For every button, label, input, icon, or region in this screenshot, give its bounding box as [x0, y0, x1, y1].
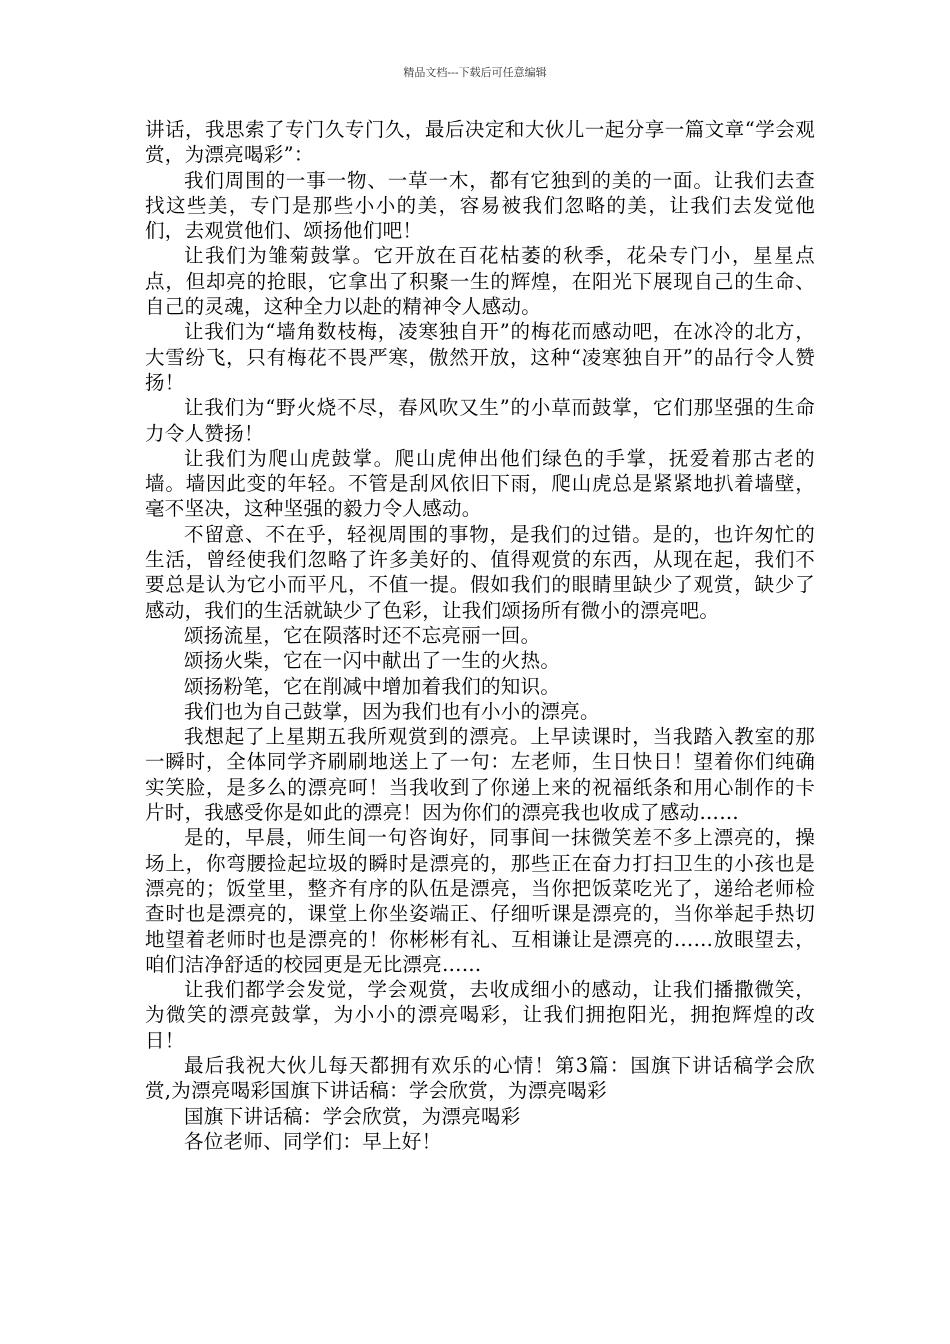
paragraph: 让我们为雏菊鼓掌。它开放在百花枯萎的秋季，花朵专门小，星星点点，但却亮的抢眼，它拿出了积聚一生的辉煌，在阳光下展现自己的生命、自己的灵魂，这种全力以赴的精神令人感动。 [145, 244, 815, 319]
document-body [145, 117, 815, 1154]
paragraph: 各位老师、同学们：早上好！ [184, 1129, 442, 1153]
paragraph: 国旗下讲话稿：学会欣赏，为漂亮喝彩 [184, 1104, 521, 1128]
paragraph: 颂扬流星，它在陨落时还不忘亮丽一回。 [184, 623, 541, 647]
paragraph: 最后我祝大伙儿每天都拥有欢乐的心情！第3篇：国旗下讲话稿学会欣赏,为漂亮喝彩国旗下讲话稿：学会欣赏，为漂亮喝彩 [145, 1053, 815, 1103]
paragraph: 让我们为“墙角数枝梅，凌寒独自开”的梅花而感动吧，在冰冷的北方，大雪纷飞，只有梅花不畏严寒，傲然开放，这种“凌寒独自开”的品行令人赞扬！ [145, 320, 815, 394]
paragraph: 颂扬粉笔，它在削减中增加着我们的知识。 [184, 674, 561, 698]
paragraph: 让我们为爬山虎鼓掌。爬山虎伸出他们绿色的手掌，抚爱着那古老的墙。墙因此变的年轻。不管是刮风依旧下雨，爬山虎总是紧紧地扒着墙壁，毫不坚决，这种坚强的毅力令人感动。 [145, 446, 815, 521]
paragraph: 我想起了上星期五我所观赏到的漂亮。上早读课时，当我踏入教室的那一瞬时，全体同学齐刷刷地送上了一句：左老师，生日快日！望着你们纯确实笑脸，是多么的漂亮呵！当我收到了你递上来的祝福纸条和用心制作的卡片时，我感受你是如此的漂亮！因为你们的漂亮我也收成了感动…… [145, 725, 815, 825]
paragraph: 讲话，我思索了专门久专门久，最后决定和大伙儿一起分享一篇文章“学会观赏，为漂亮喝彩”： [145, 118, 815, 167]
paragraph: 我们也为自己鼓掌，因为我们也有小小的漂亮。 [184, 699, 600, 723]
paragraph: 我们周围的一事一物、一草一木，都有它独到的美的一面。让我们去查找这些美，专门是那些小小的美，容易被我们忽略的美，让我们去发觉他们，去观赏他们、颂扬他们吧！ [145, 168, 815, 243]
paragraph: 不留意、不在乎，轻视周围的事物，是我们的过错。是的，也许匆忙的生活，曾经使我们忽略了许多美好的、值得观赏的东西，从现在起，我们不要总是认为它小而平凡，不值一提。假如我们的眼睛里缺少了观赏，缺少了感动，我们的生活就缺少了色彩，让我们颂扬所有微小的漂亮吧。 [145, 522, 815, 622]
paragraph: 是的，早晨，师生间一句咨询好，同事间一抹微笑差不多上漂亮的，操场上，你弯腰捡起垃圾的瞬时是漂亮的，那些正在奋力打扫卫生的小孩也是漂亮的；饭堂里，整齐有序的队伍是漂亮，当你把饭菜吃光了，递给老师检查时也是漂亮的，课堂上你坐姿端正、仔细听课是漂亮的，当你举起手热切地望着老师时也是漂亮的！你彬彬有礼、互相谦让是漂亮的……放眼望去，咱们洁净舒适的校园更是无比漂亮…… [145, 826, 815, 976]
paragraph: 让我们为“野火烧不尽，春风吹又生”的小草而鼓掌，它们那坚强的生命力令人赞扬！ [145, 396, 815, 445]
paragraph: 颂扬火柴，它在一闪中献出了一生的火热。 [184, 649, 561, 673]
paragraph: 让我们都学会发觉，学会观赏，去收成细小的感动，让我们播撒微笑，为微笑的漂亮鼓掌，为小小的漂亮喝彩，让我们拥抱阳光，拥抱辉煌的改日！ [145, 978, 815, 1052]
page-header: 精品文档---下载后可任意编辑 [403, 66, 547, 79]
